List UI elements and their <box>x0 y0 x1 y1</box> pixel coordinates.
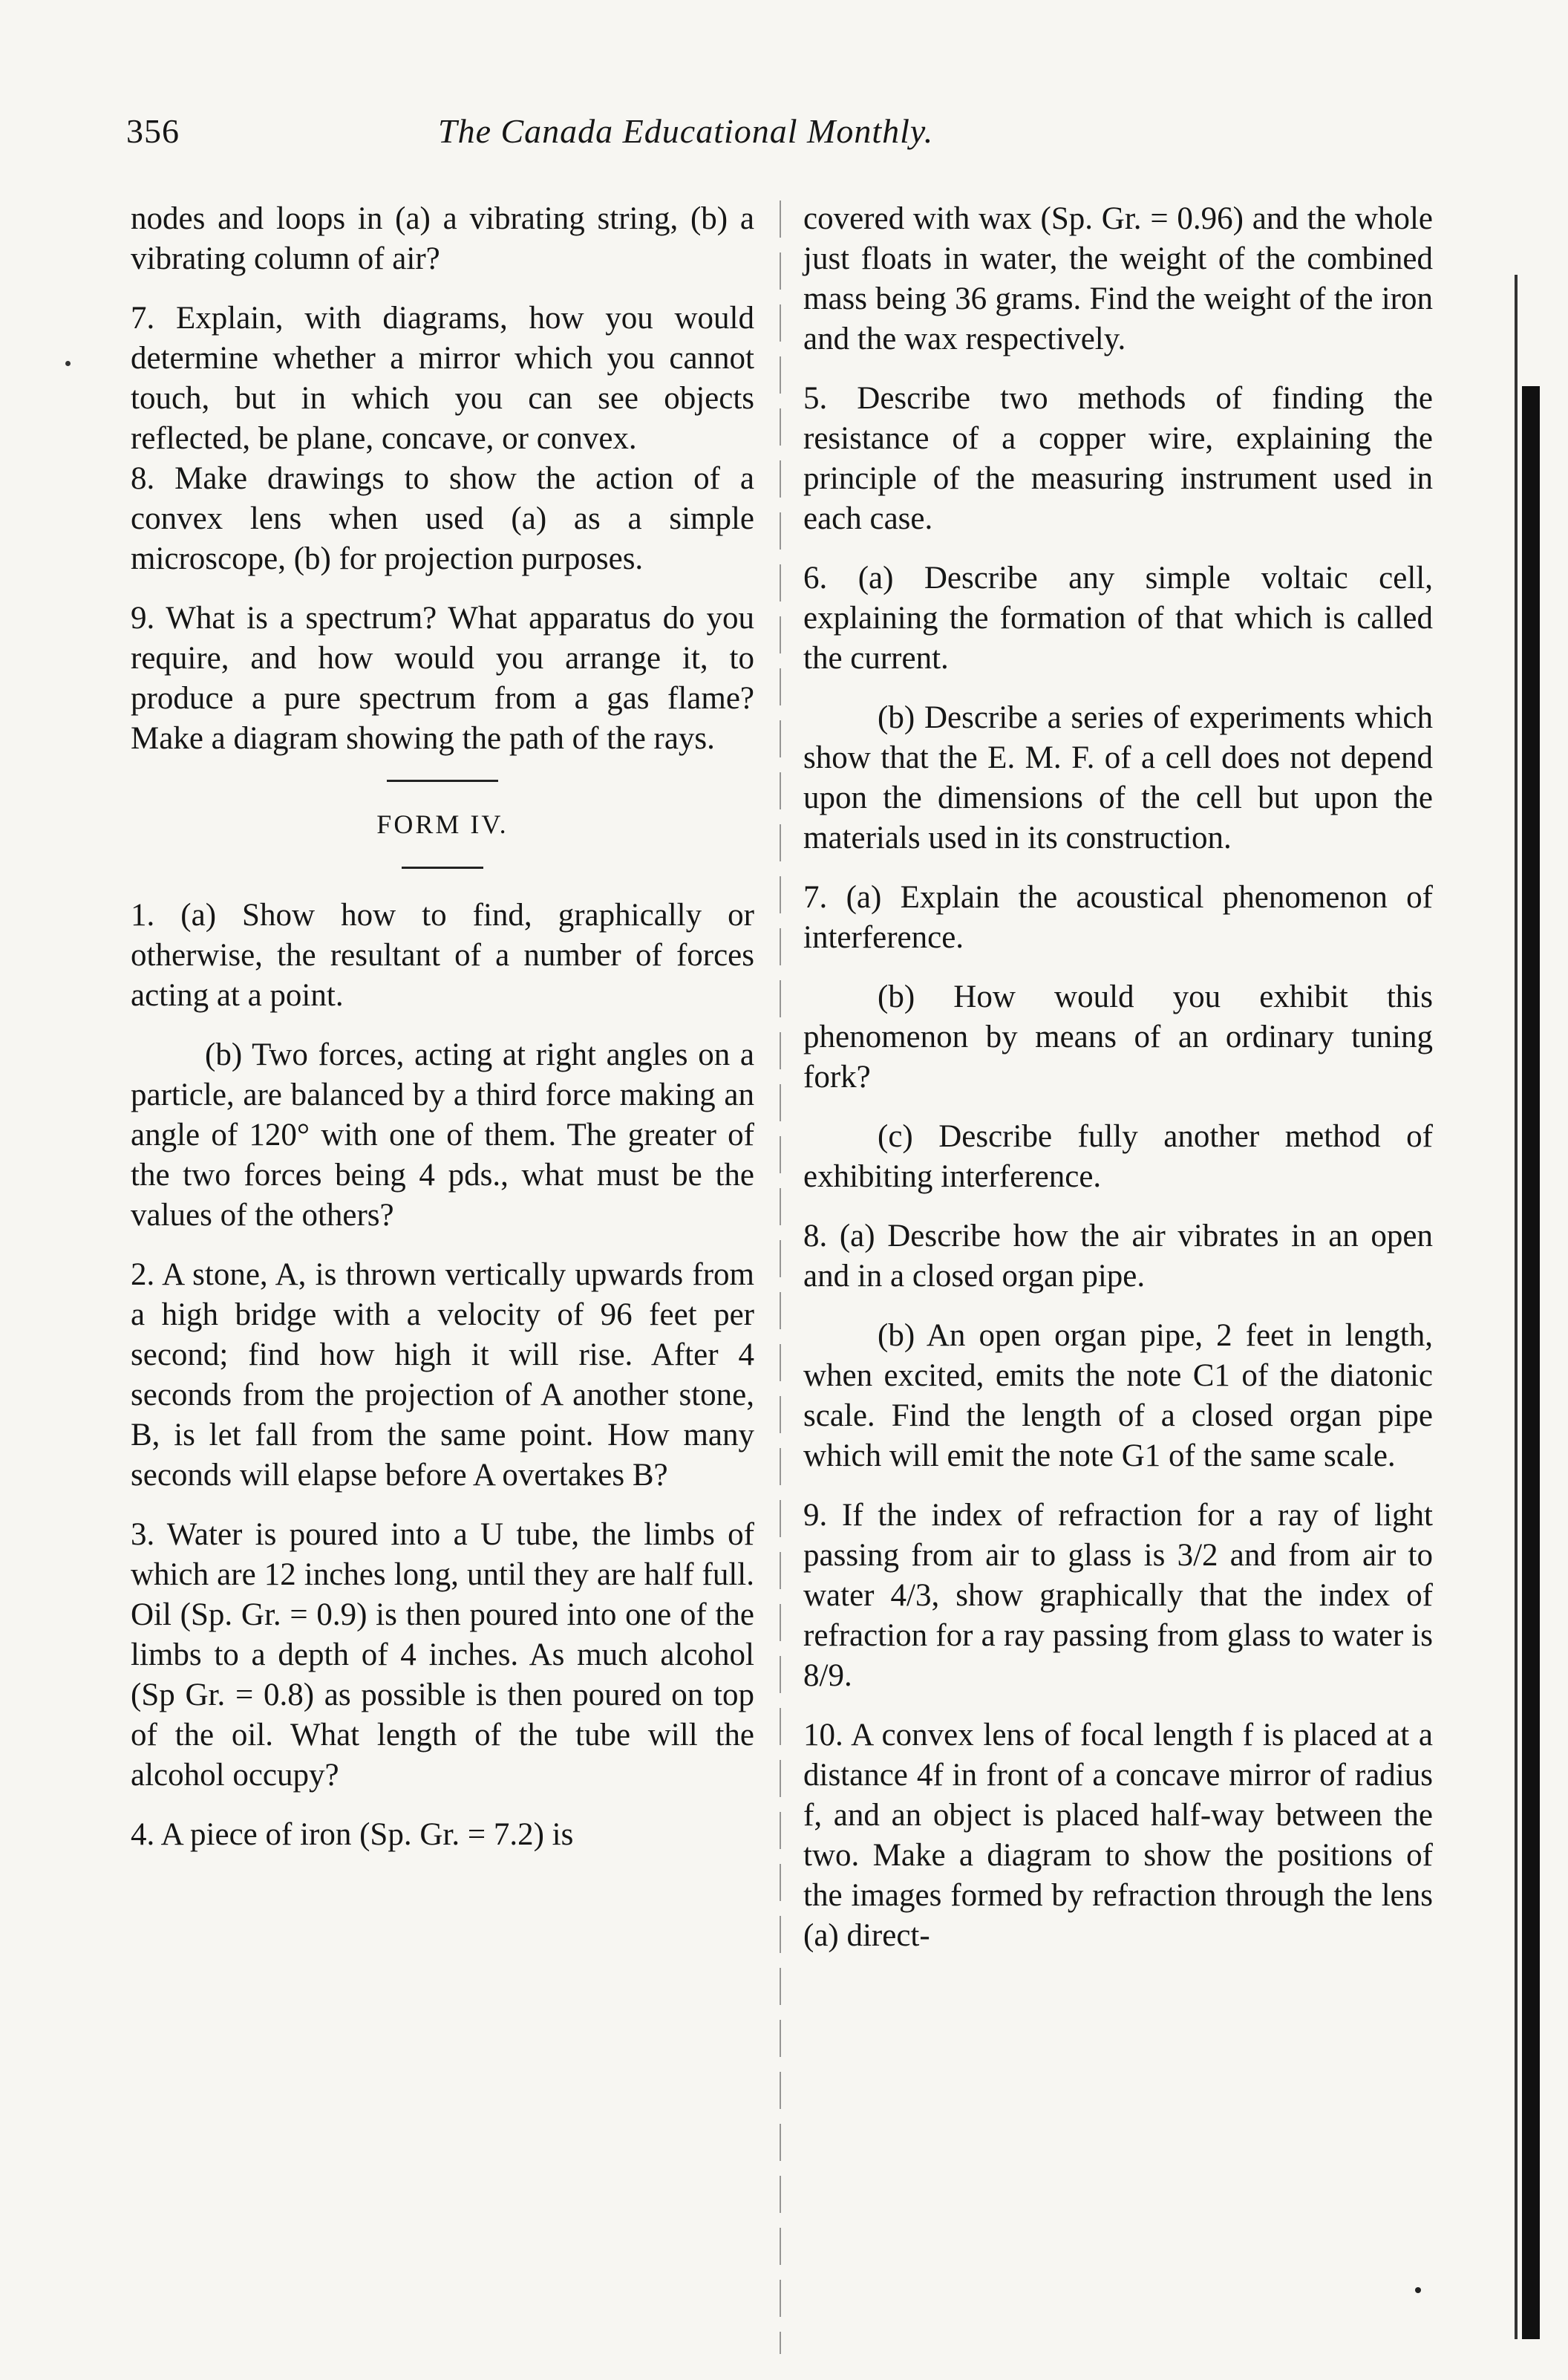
question-6-continued: nodes and loops in (a) a vibrating string, (b) a vibrating column of air? <box>131 201 754 276</box>
question-7: 7. Explain, with diagrams, how you would determine whether a mirror which you cannot touch, but in which you can see objects reflected, be plane, concave, or convex. <box>131 301 754 456</box>
right-column <box>803 199 1433 1956</box>
scan-speck <box>65 361 71 366</box>
left-column <box>131 199 754 1855</box>
scan-speck <box>1415 2287 1421 2293</box>
question-1a: 1. (a) Show how to find, graphically or otherwise, the resultant of a number of forces acting at a point. <box>131 898 754 1013</box>
question-8a: 8. (a) Describe how the air vibrates in an open and in a closed organ pipe. <box>803 1219 1433 1294</box>
question-7a: 7. (a) Explain the acoustical phenomenon of interference. <box>803 880 1433 955</box>
question-6b: (b) Describe a series of experiments which show that the E. M. F. of a cell does not depend upon the dimensions of the cell but upon the materials used in its construction. <box>803 700 1433 855</box>
question-4-continued: covered with wax (Sp. Gr. = 0.96) and the whole just floats in water, the weight of the combined mass being 36 grams. Find the weight of the iron and the wax respectively. <box>803 201 1433 356</box>
question-3: 3. Water is poured into a U tube, the limbs of which are 12 inches long, until they are half full. Oil (Sp. Gr. = 0.9) is then poured into one of the limbs to a depth of 4 inches. As much alcohol (Sp Gr. = 0.8) as possible is then poured on top of the oil. What length of the tube will the alcohol occupy? <box>131 1517 754 1793</box>
question-10: 10. A convex lens of focal length f is placed at a distance 4f in front of a concave mirror of radius f, and an object is placed half-way between the two. Make a diagram to show the positions of the images formed by refraction through the lens (a) direct- <box>803 1718 1433 1953</box>
question-2: 2. A stone, A, is thrown vertically upwards from a high bridge with a velocity of 96 feet per second; find how high it will rise. After 4 seconds from the projection of A another stone, B, is let fall from the same point. How many seconds will elapse before A overtakes B? <box>131 1257 754 1493</box>
question-8: 8. Make drawings to show the action of a convex lens when used (a) as a simple microscope, (b) for projection purposes. <box>131 461 754 576</box>
question-4-start: 4. A piece of iron (Sp. Gr. = 7.2) is <box>131 1817 574 1852</box>
section-rule <box>387 780 498 782</box>
question-5: 5. Describe two methods of finding the resistance of a copper wire, explaining the principle of the measuring instrument used in each case. <box>803 381 1433 536</box>
running-head: The Canada Educational Monthly. <box>438 112 934 150</box>
scan-edge-shadow <box>1522 386 1540 2339</box>
page-number: 356 <box>126 112 180 150</box>
section-rule <box>402 867 483 869</box>
question-7b: (b) How would you exhibit this phenomenon by means of an ordinary tuning fork? <box>803 979 1433 1095</box>
question-9: 9. If the index of refraction for a ray of light passing from air to glass is 3/2 and from air to water 4/3, show graphically that the index of refraction for a ray passing from glass to water is 8/9. <box>803 1498 1433 1693</box>
column-divider <box>780 200 781 2354</box>
question-1b: (b) Two forces, acting at right angles on a particle, are balanced by a third force making an angle of 120° with one of them. The greater of the two forces being 4 pds., what must be the values of the others? <box>131 1037 754 1233</box>
question-8b: (b) An open organ pipe, 2 feet in length, when excited, emits the note C1 of the diatonic scale. Find the length of a closed organ pipe which will emit the note G1 of the same scale. <box>803 1318 1433 1473</box>
form-heading: FORM IV. <box>376 809 509 839</box>
page-header <box>126 111 1121 163</box>
question-6a: 6. (a) Describe any simple voltaic cell, explaining the formation of that which is called the current. <box>803 561 1433 676</box>
question-9: 9. What is a spectrum? What apparatus do you require, and how would you arrange it, to produce a pure spectrum from a gas flame? Make a diagram showing the path of the rays. <box>131 601 754 756</box>
question-7c: (c) Describe fully another method of exhibiting interference. <box>803 1119 1433 1194</box>
scan-edge-line <box>1515 275 1518 2339</box>
